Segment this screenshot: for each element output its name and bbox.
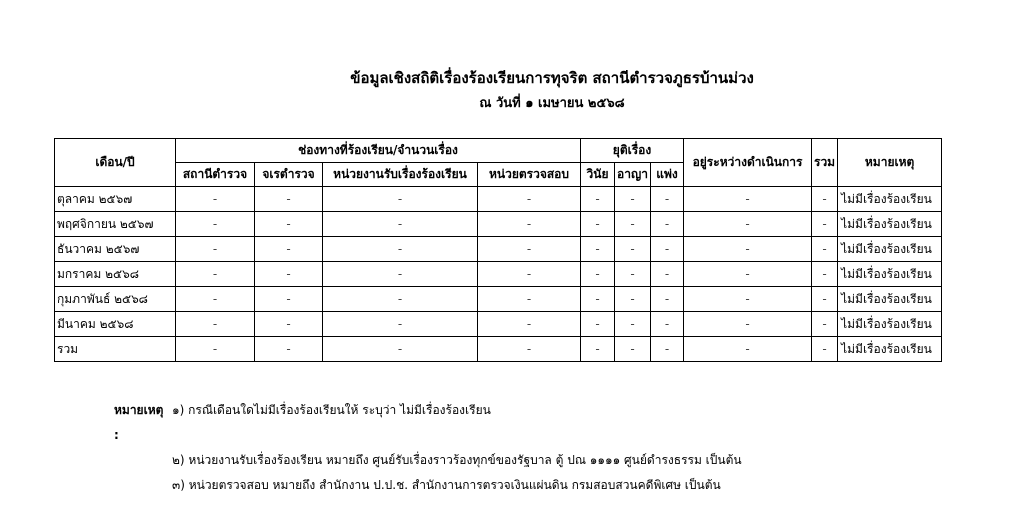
- note-item-2: ๒) หน่วยงานรับเรื่องร้องเรียน หมายถึง ศูนย์รับเรื่องราวร้องทุกข์ของรัฐบาล ตู้ ปณ ๑๑๑๑ ศูนย์ดำรงธรรม เป็นต้น: [172, 453, 742, 467]
- cell-e2: -: [615, 337, 651, 362]
- cell-c4: -: [478, 312, 581, 337]
- cell-e3: -: [651, 312, 684, 337]
- cell-month: พฤศจิกายน ๒๕๖๗: [55, 212, 176, 237]
- cell-c1: -: [176, 312, 255, 337]
- notes-section: [114, 398, 742, 498]
- header-channel-audit-agency: หน่วยตรวจสอบ: [478, 163, 581, 187]
- cell-total: -: [812, 262, 838, 287]
- cell-month: กุมภาพันธ์ ๒๕๖๘: [55, 287, 176, 312]
- cell-c1: -: [176, 237, 255, 262]
- cell-total: -: [812, 237, 838, 262]
- table-row: [55, 262, 942, 287]
- cell-c4: -: [478, 287, 581, 312]
- cell-c3: -: [323, 187, 478, 212]
- cell-remark: ไม่มีเรื่องร้องเรียน: [838, 337, 942, 362]
- table-row: [55, 187, 942, 212]
- cell-c4: -: [478, 212, 581, 237]
- cell-e3: -: [651, 212, 684, 237]
- header-channel-inspector: จเรตำรวจ: [255, 163, 323, 187]
- cell-pending: -: [684, 312, 812, 337]
- cell-c3: -: [323, 262, 478, 287]
- cell-e3: -: [651, 187, 684, 212]
- cell-month: มีนาคม ๒๕๖๘: [55, 312, 176, 337]
- header-case-ended: ยุติเรื่อง: [581, 139, 684, 163]
- cell-month: ธันวาคม ๒๕๖๗: [55, 237, 176, 262]
- table-body: [55, 187, 942, 362]
- cell-c3: -: [323, 287, 478, 312]
- cell-month: มกราคม ๒๕๖๘: [55, 262, 176, 287]
- cell-c1: -: [176, 212, 255, 237]
- cell-e1: -: [581, 287, 615, 312]
- cell-c1: -: [176, 337, 255, 362]
- cell-pending: -: [684, 212, 812, 237]
- cell-e3: -: [651, 337, 684, 362]
- cell-remark: ไม่มีเรื่องร้องเรียน: [838, 237, 942, 262]
- cell-pending: -: [684, 237, 812, 262]
- cell-total: -: [812, 337, 838, 362]
- complaint-statistics-table: [54, 138, 942, 362]
- cell-e2: -: [615, 237, 651, 262]
- cell-pending: -: [684, 187, 812, 212]
- header-total: รวม: [812, 139, 838, 187]
- cell-remark: ไม่มีเรื่องร้องเรียน: [838, 262, 942, 287]
- header-end-disciplinary: วินัย: [581, 163, 615, 187]
- header-pending: อยู่ระหว่างดำเนินการ: [684, 139, 812, 187]
- cell-c1: -: [176, 187, 255, 212]
- note-item-3: ๓) หน่วยตรวจสอบ หมายถึง สำนักงาน ป.ป.ช. สำนักงานการตรวจเงินแผ่นดิน กรมสอบสวนคดีพิเศษ เป็นต้น: [172, 478, 721, 492]
- cell-e2: -: [615, 212, 651, 237]
- cell-c4: -: [478, 187, 581, 212]
- cell-e1: -: [581, 212, 615, 237]
- cell-c3: -: [323, 237, 478, 262]
- cell-e3: -: [651, 262, 684, 287]
- header-month: เดือน/ปี: [55, 139, 176, 187]
- cell-c4: -: [478, 262, 581, 287]
- cell-c2: -: [255, 262, 323, 287]
- cell-c2: -: [255, 337, 323, 362]
- table-row: [55, 212, 942, 237]
- cell-remark: ไม่มีเรื่องร้องเรียน: [838, 212, 942, 237]
- header-remark: หมายเหตุ: [838, 139, 942, 187]
- cell-remark: ไม่มีเรื่องร้องเรียน: [838, 312, 942, 337]
- cell-c3: -: [323, 312, 478, 337]
- cell-total: -: [812, 187, 838, 212]
- document-title: ข้อมูลเชิงสถิติเรื่องร้องเรียนการทุจริต สถานีตำรวจภูธรบ้านม่วง: [350, 69, 754, 87]
- table-row: [55, 237, 942, 262]
- header-channel-complaint-agency: หน่วยงานรับเรื่องร้องเรียน: [323, 163, 478, 187]
- cell-e1: -: [581, 337, 615, 362]
- cell-remark: ไม่มีเรื่องร้องเรียน: [838, 287, 942, 312]
- cell-pending: -: [684, 262, 812, 287]
- cell-e3: -: [651, 237, 684, 262]
- table-row: [55, 337, 942, 362]
- cell-pending: -: [684, 287, 812, 312]
- document-subtitle: ณ วันที่ ๑ เมษายน ๒๕๖๘: [479, 96, 625, 111]
- header-channels: ช่องทางที่ร้องเรียน/จำนวนเรื่อง: [176, 139, 581, 163]
- note-item-1: ๑) กรณีเดือนใดไม่มีเรื่องร้องเรียนให้ ระบุว่า ไม่มีเรื่องร้องเรียน: [172, 403, 491, 417]
- cell-c1: -: [176, 287, 255, 312]
- header-channel-police-station: สถานีตำรวจ: [176, 163, 255, 187]
- cell-e1: -: [581, 187, 615, 212]
- cell-c2: -: [255, 312, 323, 337]
- cell-c2: -: [255, 287, 323, 312]
- cell-c2: -: [255, 187, 323, 212]
- cell-e2: -: [615, 262, 651, 287]
- table-row: [55, 312, 942, 337]
- cell-e3: -: [651, 287, 684, 312]
- table-row: [55, 287, 942, 312]
- cell-total: -: [812, 212, 838, 237]
- cell-e2: -: [615, 312, 651, 337]
- cell-c1: -: [176, 262, 255, 287]
- cell-e1: -: [581, 237, 615, 262]
- cell-c4: -: [478, 337, 581, 362]
- cell-pending: -: [684, 337, 812, 362]
- cell-month: ตุลาคม ๒๕๖๗: [55, 187, 176, 212]
- cell-total: -: [812, 287, 838, 312]
- cell-c2: -: [255, 237, 323, 262]
- header-end-civil: แพ่ง: [651, 163, 684, 187]
- cell-remark: ไม่มีเรื่องร้องเรียน: [838, 187, 942, 212]
- header-end-criminal: อาญา: [615, 163, 651, 187]
- cell-e2: -: [615, 187, 651, 212]
- notes-label: หมายเหตุ :: [114, 403, 164, 442]
- cell-c3: -: [323, 212, 478, 237]
- cell-c2: -: [255, 212, 323, 237]
- cell-month: รวม: [55, 337, 176, 362]
- cell-total: -: [812, 312, 838, 337]
- cell-e2: -: [615, 287, 651, 312]
- cell-e1: -: [581, 262, 615, 287]
- cell-c3: -: [323, 337, 478, 362]
- cell-e1: -: [581, 312, 615, 337]
- cell-c4: -: [478, 237, 581, 262]
